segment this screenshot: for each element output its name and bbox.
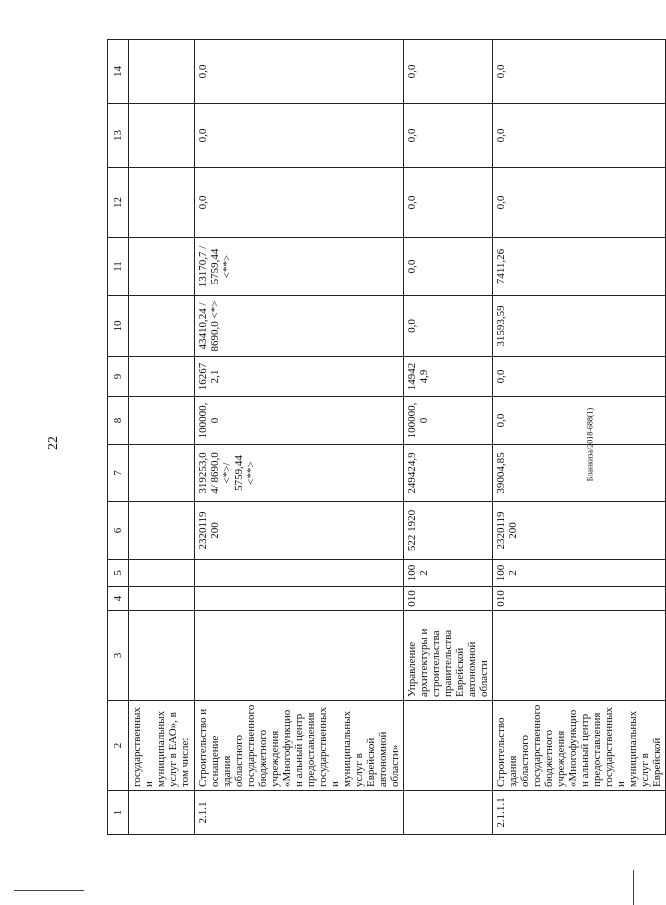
table-cell — [129, 791, 195, 835]
table-cell — [404, 701, 493, 791]
table-cell: 0,0 — [404, 104, 493, 168]
table-row — [195, 40, 404, 835]
table-cell: 319253,0 4/ 8690,0 <*>/ 5759,44 <**> — [195, 445, 404, 502]
table-cell: 0,0 — [195, 104, 404, 168]
table-cell: 1002 — [404, 560, 493, 587]
column-header: 3 — [108, 611, 129, 701]
table-cell — [129, 40, 195, 104]
column-header: 12 — [108, 168, 129, 238]
table-row — [404, 40, 493, 835]
table-cell: 0,0 — [404, 296, 493, 357]
table-cell: Строительство здания областного государственного бюджетного учреждения «Многофункцион альный центр предоставления государственных и муниципальных услуг в Еврейской — [493, 701, 666, 791]
table-cell — [129, 168, 195, 238]
table-cell: 0,0 — [493, 397, 666, 445]
table-cell: государственных и муниципальных услуг в ЕАО», в том числе: — [129, 701, 195, 791]
table-cell: 0,0 — [195, 168, 404, 238]
table-cell: 13170,7 / 5759,44 <**> — [195, 238, 404, 296]
column-header: 4 — [108, 587, 129, 611]
table-cell: 0,0 — [493, 40, 666, 104]
table-cell: 0,0 — [493, 168, 666, 238]
table-cell: 31593,59 — [493, 296, 666, 357]
table-cell — [493, 611, 666, 701]
table-cell: 14942 4,9 — [404, 357, 493, 397]
table-cell — [129, 238, 195, 296]
table-cell — [129, 502, 195, 560]
table-cell: 7411,26 — [493, 238, 666, 296]
table-cell: Строительство и оснащение здания областного государственного бюджетного учреждения «Многофункцион альный центр предоставления государственных и муниципальных услуг в Еврейской автономной области» — [195, 701, 404, 791]
table-cell: 010 — [404, 587, 493, 611]
table-cell — [195, 611, 404, 701]
table-cell: 43410,24 / 8690,0 <*> — [195, 296, 404, 357]
table-cell — [129, 296, 195, 357]
table-cell — [129, 611, 195, 701]
table-cell: 010 — [493, 587, 666, 611]
table-cell: 0,0 — [404, 168, 493, 238]
table-cell — [129, 587, 195, 611]
column-header: 7 — [108, 445, 129, 502]
table-cell: 0,0 — [404, 40, 493, 104]
table-cell — [129, 104, 195, 168]
table-cell: 0,0 — [404, 238, 493, 296]
table-cell: 100000, 0 — [195, 397, 404, 445]
column-header: 9 — [108, 357, 129, 397]
table-cell: 16267 2,1 — [195, 357, 404, 397]
table-cell — [129, 357, 195, 397]
table-cell: 0,0 — [493, 357, 666, 397]
table-cell: 2.1.1.1 — [493, 791, 666, 835]
margin-mark — [14, 890, 84, 891]
column-header: 11 — [108, 238, 129, 296]
table-cell — [129, 445, 195, 502]
table-cell — [129, 560, 195, 587]
header-row — [108, 40, 129, 835]
column-header: 10 — [108, 296, 129, 357]
table-cell: 1002 — [493, 560, 666, 587]
table-cell: 0,0 — [493, 104, 666, 168]
table-cell: 100000, 0 — [404, 397, 493, 445]
table-cell: 2320119 200 — [493, 502, 666, 560]
column-header: 13 — [108, 104, 129, 168]
column-header: 8 — [108, 397, 129, 445]
margin-mark — [633, 870, 634, 905]
table-cell: Управление архитектуры и строительства правительства Еврейской автономной области — [404, 611, 493, 701]
column-header: 14 — [108, 40, 129, 104]
table-cell: 39004,85 — [493, 445, 666, 502]
table-cell: 249424,9 — [404, 445, 493, 502]
column-header: 6 — [108, 502, 129, 560]
table-row — [129, 40, 195, 835]
page-number: 22 — [46, 436, 61, 450]
column-header: 5 — [108, 560, 129, 587]
table-cell: 522 1920 — [404, 502, 493, 560]
table-cell — [195, 587, 404, 611]
table-row — [493, 40, 666, 835]
table-cell: 2.1.1 — [195, 791, 404, 835]
budget-table — [107, 39, 666, 835]
column-header: 2 — [108, 701, 129, 791]
table-cell — [404, 791, 493, 835]
table-cell — [195, 560, 404, 587]
column-header: 1 — [108, 791, 129, 835]
table-cell — [129, 397, 195, 445]
table-cell: 2320119 200 — [195, 502, 404, 560]
table-cell: 0,0 — [195, 40, 404, 104]
document-code: Бланкиза/2018-688(1) — [585, 407, 595, 482]
